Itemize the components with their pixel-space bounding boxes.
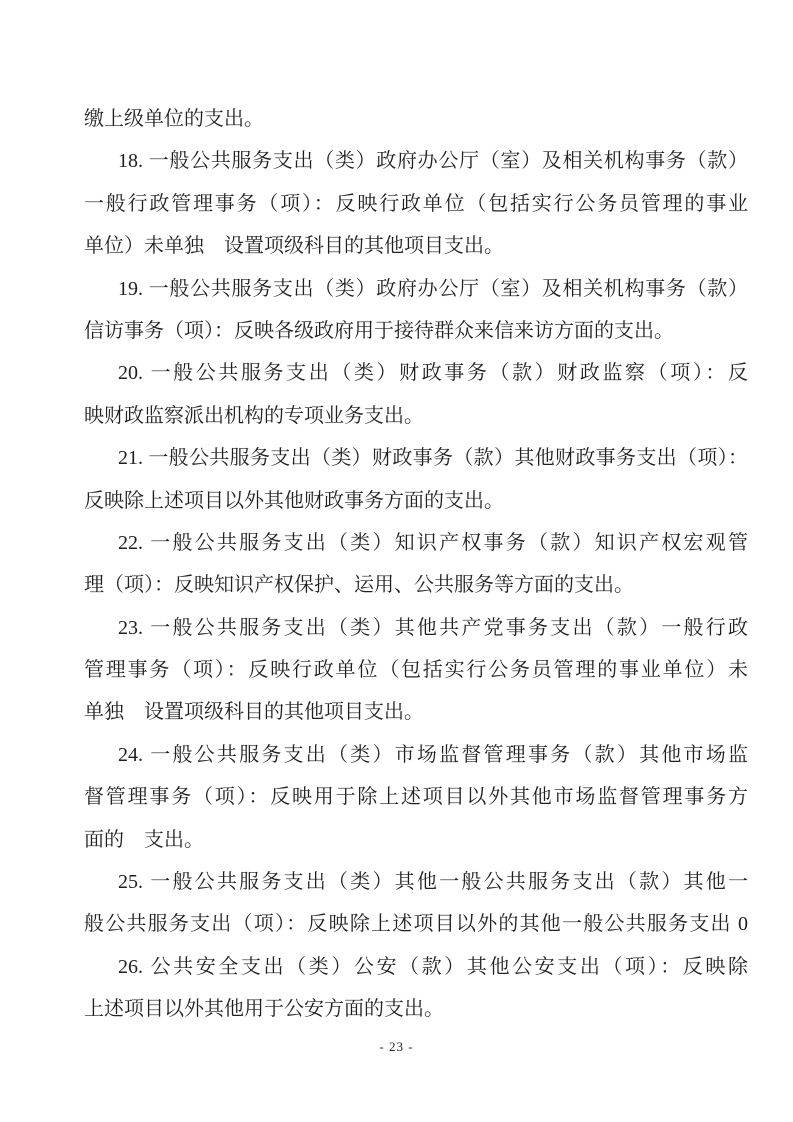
- text-line: 理（项）：反映知识产权保护、运用、公共服务等方面的支出。: [84, 574, 634, 597]
- text-line: 督管理事务（项）：反映用于除上述项目以外其他市场监督管理事务方: [84, 786, 748, 809]
- text-line: 单位）未单独 设置项级科目的其他项目支出。: [84, 235, 504, 258]
- text-line: 面的 支出。: [84, 828, 204, 851]
- text-line: 18. 一般公共服务支出（类）政府办公厅（室）及相关机构事务（款）: [118, 150, 748, 173]
- text-line: 19. 一般公共服务支出（类）政府办公厅（室）及相关机构事务（款）: [118, 277, 748, 300]
- document-body: [84, 98, 748, 1031]
- text-line: 26. 公共安全支出（类）公安（款）其他公安支出（项）：反映除: [118, 955, 748, 978]
- text-line: 25. 一般公共服务支出（类）其他一般公共服务支出（款）其他一: [118, 871, 748, 894]
- text-line: 般公共服务支出（项）：反映除上述项目以外的其他一般公共服务支出 0: [84, 913, 748, 936]
- text-line: 信访事务（项）：反映各级政府用于接待群众来信来访方面的支出。: [84, 319, 674, 342]
- text-line: 映财政监察派出机构的专项业务支出。: [84, 404, 424, 427]
- text-line: 23. 一般公共服务支出（类）其他共产党事务支出（款）一般行政: [118, 616, 748, 639]
- text-line: 单独 设置项级科目的其他项目支出。: [84, 701, 424, 724]
- text-line: 20. 一般公共服务支出（类）财政事务（款）财政监察（项）：反: [118, 362, 748, 385]
- text-line: 缴上级单位的支出。: [84, 108, 264, 130]
- text-line: 21. 一般公共服务支出（类）财政事务（款）其他财政事务支出（项）：: [118, 447, 748, 470]
- text-line: 上述项目以外其他用于公安方面的支出。: [84, 998, 444, 1021]
- text-line: 24. 一般公共服务支出（类）市场监督管理事务（款）其他市场监: [118, 743, 748, 766]
- page-number: - 23 -: [379, 1039, 414, 1054]
- text-line: 一般行政管理事务（项）：反映行政单位（包括实行公务员管理的事业: [84, 192, 748, 215]
- text-line: 22. 一般公共服务支出（类）知识产权事务（款）知识产权宏观管: [118, 531, 748, 554]
- text-line: 管理事务（项）：反映行政单位（包括实行公务员管理的事业单位）未: [84, 659, 748, 682]
- text-line: 反映除上述项目以外其他财政事务方面的支出。: [84, 489, 504, 512]
